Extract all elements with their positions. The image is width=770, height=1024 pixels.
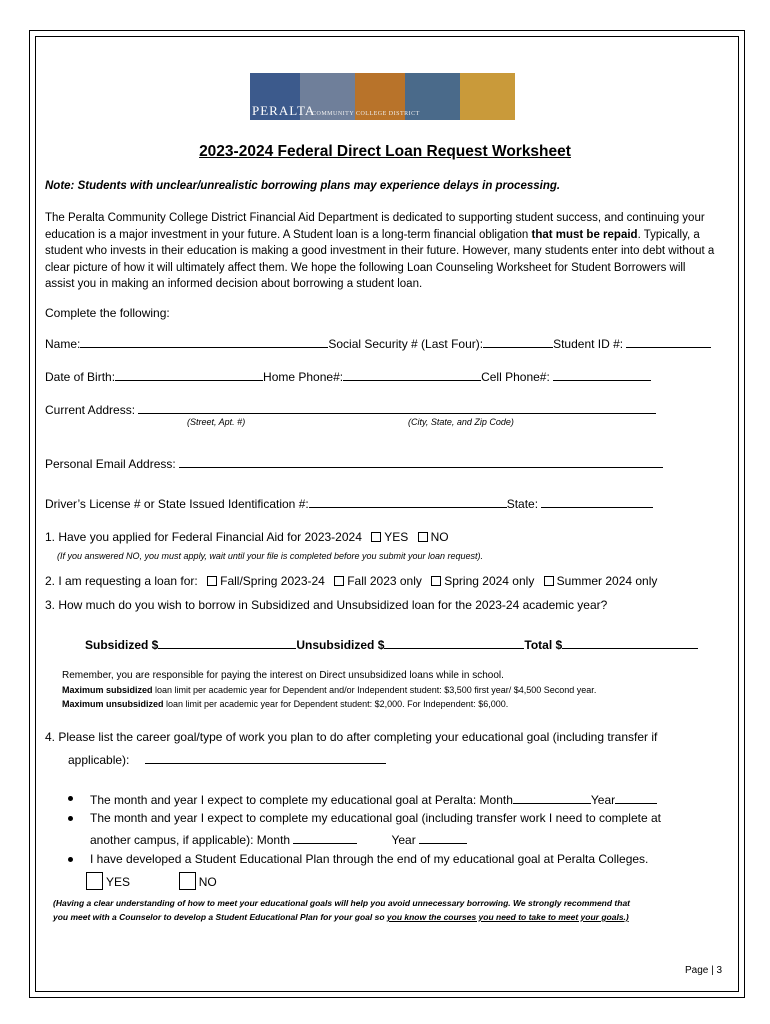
sep-options [86,872,217,890]
counselor-note-line1: (Having a clear understanding of how to meet your educational goals will help you avoid unnecessary borrowing. We strongly recommend that [53,898,630,908]
q2-option-4: Summer 2024 only [556,574,658,588]
street-hint: (Street, Apt. #) [187,417,246,427]
question-2 [45,574,657,588]
bullet-3 [68,857,73,862]
email-label: Personal Email Address: [45,457,176,471]
page-title: 2023-2024 Federal Direct Loan Request Worksheet [199,143,571,160]
total-label: Total $ [524,638,563,652]
peralta-logo [250,73,515,120]
email-row [45,455,663,471]
home-phone-label: Home Phone#: [263,370,344,384]
city-hint: (City, State, and Zip Code) [408,417,514,427]
q2-fall-spring-checkbox[interactable] [207,576,217,586]
subsidized-field[interactable] [158,636,296,649]
bullet-2 [68,816,73,821]
page-number: Page | 3 [685,965,723,976]
goal-peralta-text: The month and year I expect to complete my educational goal at Peralta: Month [90,793,513,807]
goal-transfer-year-field[interactable] [419,831,467,844]
q2-spring-checkbox[interactable] [431,576,441,586]
intro-paragraph: The Peralta Community College District Financial Aid Department is dedicated to supporting student success, and continuing your education is a major investment in your future. A Student loan is a long-term financial obligation that must be repaid. Typically, a student who invests in their education is making a good investment in their future. However, many students enter into debt without a clear picture of how it will ultimately affect them. We hope the following Loan Counseling Worksheet for Student Borrowers will assist you in making an informed decision about borrowing a student loan. [45,212,715,291]
sep-yes-label: YES [106,875,131,889]
logo-text: PERALTA [252,103,316,118]
goal-peralta-month-field[interactable] [513,791,591,804]
q2-summer-checkbox[interactable] [544,576,554,586]
q1-yes-checkbox[interactable] [371,532,381,542]
question-1 [45,530,449,544]
subsidized-label: Subsidized $ [85,638,159,652]
q1-no-checkbox[interactable] [418,532,428,542]
counselor-note [53,896,630,924]
home-phone-field[interactable] [343,368,481,381]
loan-amounts-row [85,636,698,652]
unsubsidized-label: Unsubsidized $ [296,638,385,652]
cell-phone-label: Cell Phone#: [481,370,550,384]
goal-peralta-row [90,791,657,807]
q2-option-1: Fall/Spring 2023-24 [220,574,325,588]
max-subsidized-text: Maximum subsidized loan limit per academic year for Dependent and/or Independent student: $3,500 first year/ $4,500 Second year. [62,685,597,695]
name-field[interactable] [80,335,328,348]
q3-text: 3. How much do you wish to borrow in Subsidized and Unsubsidized loan for the 2023-24 academic year? [45,598,608,612]
q2-fall-checkbox[interactable] [334,576,344,586]
q1-yes-label: YES [384,530,409,544]
ssn-field[interactable] [483,335,553,348]
q4-text-line1: 4. Please list the career goal/type of work you plan to do after completing your educational goal (including transfer if [45,730,658,744]
q4-line2 [68,751,386,767]
max-unsubsidized-text: Maximum unsubsidized loan limit per academic year for Dependent student: $2,000. For Independent: $6,000. [62,699,509,709]
q1-no-label: NO [430,530,449,544]
cell-phone-field[interactable] [553,368,651,381]
name-row [45,335,711,351]
total-field[interactable] [562,636,698,649]
sep-yes-checkbox[interactable] [86,872,103,890]
goal-transfer-text: another campus, if applicable): Month [90,833,291,847]
state-label: State: [506,497,539,511]
goal-peralta-year-field[interactable] [615,791,657,804]
dob-label: Date of Birth: [45,370,116,384]
counselor-note-line2: you meet with a Counselor to develop a Student Educational Plan for your goal so you know the courses you need to take to meet your goals.) [53,912,629,922]
q2-text: 2. I am requesting a loan for: [45,574,198,588]
address-label: Current Address: [45,403,136,417]
sep-no-checkbox[interactable] [179,872,196,890]
address-field[interactable] [138,401,656,414]
state-field[interactable] [541,495,653,508]
goal-transfer-line1: The month and year I expect to complete my educational goal (including transfer work I need to complete at [90,811,661,825]
q4-text-line2: applicable): [68,753,130,767]
career-goal-field[interactable] [145,751,386,764]
student-id-label: Student ID #: [553,337,624,351]
address-row [45,401,656,417]
q1-text: 1. Have you applied for Federal Financial Aid for 2023-2024 [45,530,362,544]
dob-row [45,368,651,384]
logo-subtext: COMMUNITY COLLEGE DISTRICT [312,111,420,117]
q2-option-2: Fall 2023 only [347,574,422,588]
goal-peralta-year-label: Year [590,793,616,807]
goal-transfer-row [90,831,467,847]
name-label: Name: [45,337,81,351]
license-row [45,495,653,511]
complete-label: Complete the following: [45,306,170,320]
sep-text: I have developed a Student Educational Plan through the end of my educational goal at Peralta Colleges. [90,852,649,866]
license-field[interactable] [309,495,507,508]
license-label: Driver’s License # or State Issued Identification #: [45,497,309,511]
goal-transfer-month-field[interactable] [293,831,357,844]
dob-field[interactable] [115,368,263,381]
ssn-label: Social Security # (Last Four): [328,337,484,351]
student-id-field[interactable] [626,335,711,348]
processing-note: Note: Students with unclear/unrealistic borrowing plans may experience delays in processing. [45,180,561,192]
goal-transfer-year-label: Year [391,833,416,847]
q1-hint: (If you answered NO, you must apply, wait until your file is completed before you submit your loan request). [57,551,484,561]
sep-no-label: NO [198,875,217,889]
unsubsidized-field[interactable] [384,636,524,649]
email-field[interactable] [179,455,663,468]
bullet-1 [68,796,73,801]
remember-text: Remember, you are responsible for paying the interest on Direct unsubsidized loans while in school. [62,670,504,681]
q2-option-3: Spring 2024 only [444,574,535,588]
